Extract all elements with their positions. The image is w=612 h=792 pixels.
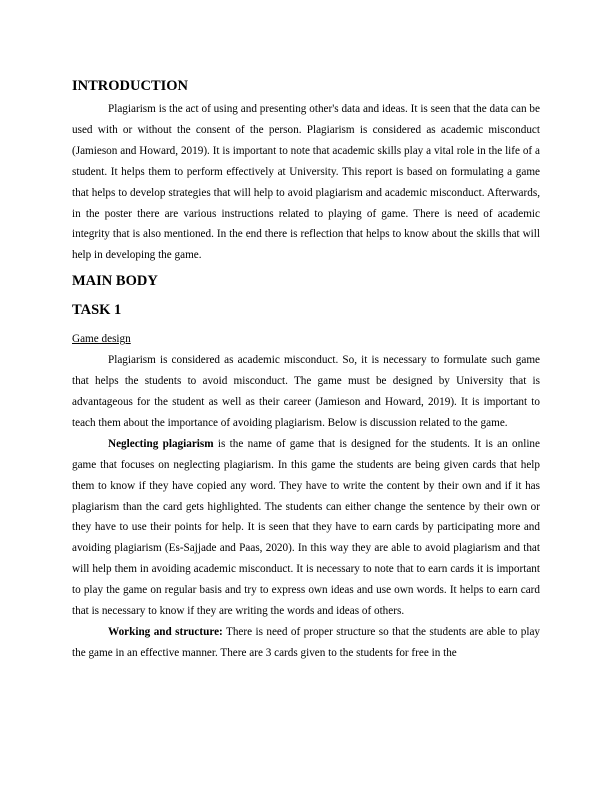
neglecting-plagiarism-term: Neglecting plagiarism: [108, 437, 214, 450]
task1-heading: TASK 1: [72, 302, 122, 319]
introduction-heading: INTRODUCTION: [72, 78, 189, 94]
introduction-paragraph: Plagiarism is the act of using and presenting other's data and ideas. It is seen that the data can be used with or without the consent of the person. Plagiarism is considered as academic misconduct (Jamieson and Howard, 2019). It is important to note that academic skills play a vital role in the life of a student. It helps them to perform effectively at University. This report is based on formulating a game that helps to develop strategies that will help to avoid plagiarism and academic misconduct. Afterwards, in the poster there are various instructions related to playing of game. There is need of academic integrity that is also mentioned. In the end there is reflection that helps to know about the skills that will help in developing the game.: [72, 103, 540, 262]
working-structure-term: Working and structure:: [108, 625, 223, 638]
working-structure-text: There is need of proper structure so that the students are able to play the game in an effective manner. There are 3 cards given to the students for free in the: [72, 625, 540, 659]
neglecting-plagiarism-paragraph: [72, 434, 540, 622]
game-design-paragraph: Plagiarism is considered as academic misconduct. So, it is necessary to formulate such game that helps the students to avoid misconduct. The game must be designed by University that is advantageous for the student as well as their career (Jamieson and Howard, 2019). It is important to teach them about the importance of avoiding plagiarism. Below is discussion related to the game.: [72, 354, 540, 429]
neglecting-plagiarism-text: is the name of game that is designed for the students. It is an online game that focuses on neglecting plagiarism. In this game the students are being given cards that help them to know if they have copied any word. They have to write the content by their own and if it has plagiarism than the card gets highlighted. The students can either change the sentence by their own or they have to use their points for help. It is seen that they have to earn cards by participating more and avoiding plagiarism (Es-Sajjade and Paas, 2020). In this way they are able to avoid plagiarism and that will help them in avoiding academic misconduct. It is necessary to note that to earn cards it is important to play the game on regular basis and try to express own ideas and use own words. It helps to earn card that is necessary to know if they are writing the words and ideas of others.: [72, 437, 540, 618]
main-body-heading: MAIN BODY: [72, 273, 158, 290]
working-structure-paragraph: [72, 622, 540, 664]
document-content: [72, 74, 540, 664]
game-design-subheading: Game design: [72, 333, 131, 346]
